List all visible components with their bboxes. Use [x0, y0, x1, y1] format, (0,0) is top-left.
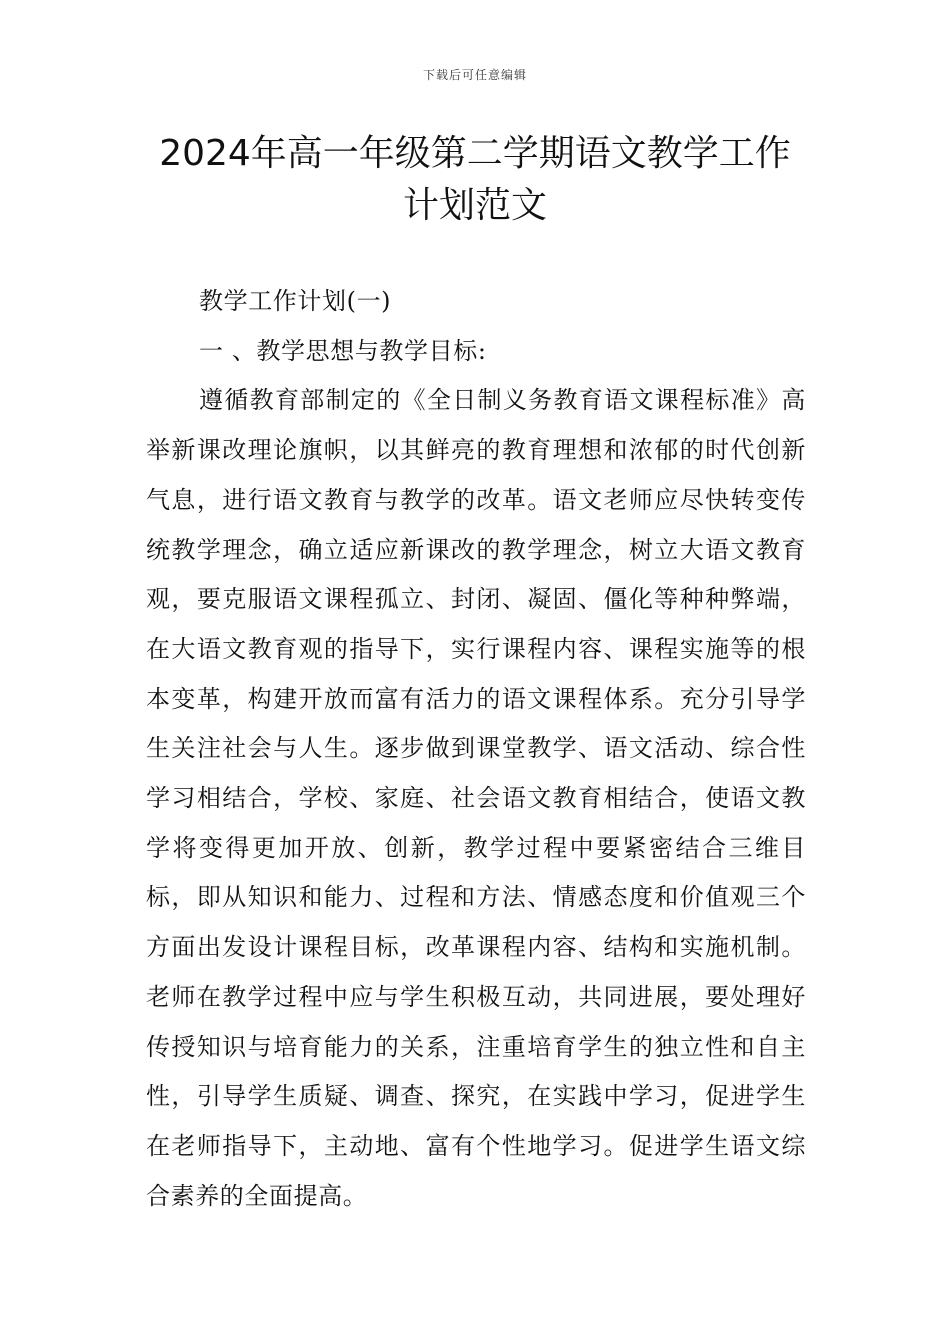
- body-paragraph: 遵循教育部制定的《全日制义务教育语文课程标准》高举新课改理论旗帜，以其鲜亮的教育理想和浓郁的时代创新气息，进行语文教育与教学的改革。语文老师应尽快转变传统教学理念，确立适应新课改的教学理念，树立大语文教育观，要克服语文课程孤立、封闭、凝固、僵化等种种弊端，在大语文教育观的指导下，实行课程内容、课程实施等的根本变革，构建开放而富有活力的语文课程体系。充分引导学生关注社会与人生。逐步做到课堂教学、语文活动、综合性学习相结合，学校、家庭、社会语文教育相结合，使语文教学将变得更加开放、创新，教学过程中要紧密结合三维目标，即从知识和能力、过程和方法、情感态度和价值观三个方面出发设计课程目标，改革课程内容、结构和实施机制。老师在教学过程中应与学生积极互动，共同进展，要处理好传授知识与培育能力的关系，注重培育学生的独立性和自主性，引导学生质疑、调查、探究，在实践中学习，促进学生在老师指导下，主动地、富有个性地学习。促进学生语文综合素养的全面提高。: [146, 386, 806, 1210]
- section-heading: 一 、教学思想与教学目标:: [199, 336, 487, 365]
- document-title: 2024年高一年级第二学期语文教学工作计划范文: [159, 133, 791, 226]
- header-note: 下载后可任意编辑: [422, 68, 527, 82]
- document-body: [146, 277, 806, 1221]
- plan-label: 教学工作计划(一): [199, 287, 392, 315]
